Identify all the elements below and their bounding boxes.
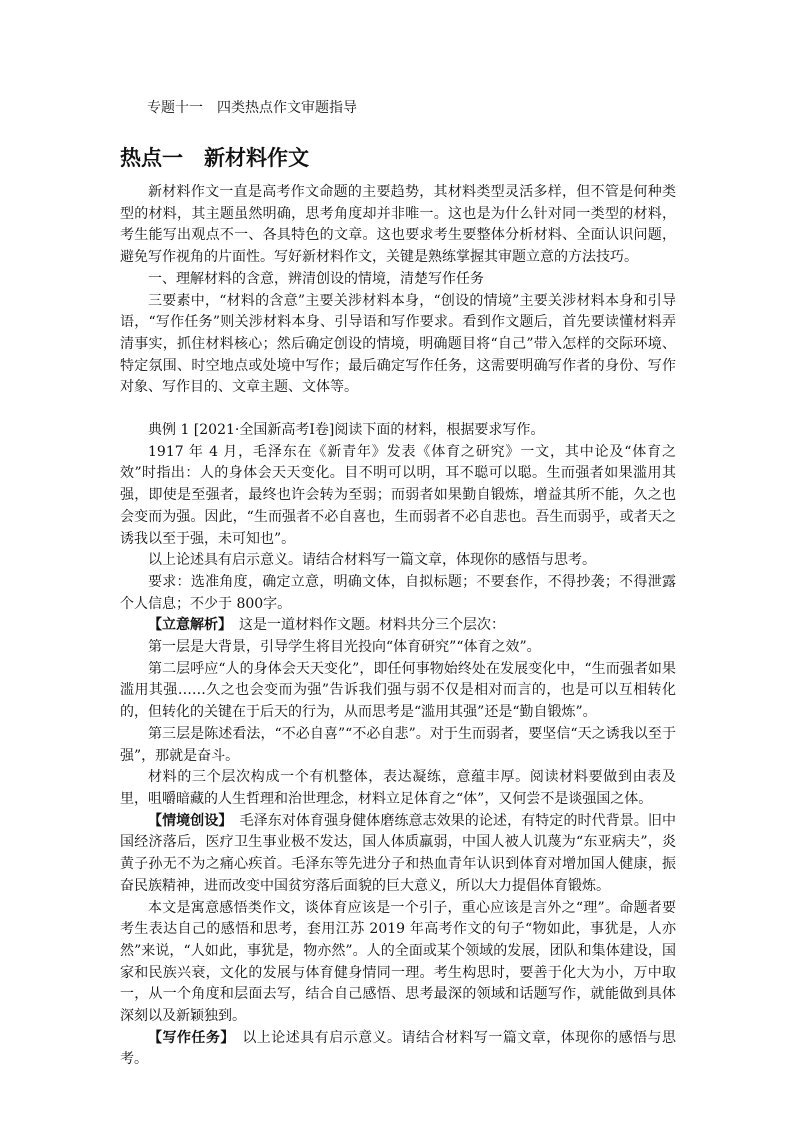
document-body bbox=[120, 182, 676, 1071]
situation-text: 毛泽东对体育强身健体磨练意志效果的论述，有特定的时代背景。旧中国经济落后，医疗卫生事业极不发达，国人体质羸弱，中国人被人讥蔑为“东亚病夫”，炎黄子孙无不为之痛心疾首。毛泽东等先进分子和热血青年认识到体育对增加国人健康，振奋民族精神，进而改变中国贫穷落后面貌的巨大意义，所以大力提倡体育锻炼。 bbox=[120, 812, 677, 894]
example-intro: 典例 1 [2021·全国新高考Ⅰ卷]阅读下面的材料，根据要求写作。 bbox=[148, 422, 545, 439]
method-heading: 一、理解材料的含意，辨清创设的情境，清楚写作任务 bbox=[148, 270, 484, 287]
example-requirements: 要求：选准角度，确定立意，明确文体，自拟标题；不要套作，不得抄袭；不得泄露个人信息；不少于 800字。 bbox=[120, 573, 676, 612]
task-paragraph bbox=[120, 1028, 676, 1071]
method-paragraph: 三要素中，“材料的含意”主要关涉材料本身，“创设的情境”主要关涉材料本身和引导语，“写作任务”则关涉材料本身、引导语和写作要求。看到作文题后，首先要读懂材料弄清事实，抓住材料核心；然后确定创设的情境，明确题目将“自己”带入怎样的交际环境、特定氛围、时空地点或处境中写作；最后确定写作任务，这需要明确写作者的身份、写作对象、写作目的、文章主题、文体等。 bbox=[120, 292, 676, 396]
layer-three: 第三层是陈述看法，“不必自喜”“不必自悲”。对于生而弱者，要坚信“天之诱我以至于强”，那就是奋斗。 bbox=[120, 725, 676, 764]
intro-paragraph: 新材料作文一直是高考作文命题的主要趋势，其材料类型灵活多样，但不管是何种类型的材料，其主题虽然明确，思考角度却并非唯一。这也是为什么针对同一类型的材料，考生能写出观点不一、各具特色的文章。这也要求考生要整体分析材料、全面认识问题，避免写作视角的片面性。写好新材料作文，关键是熟练掌握其审题立意的方法技巧。 bbox=[120, 184, 676, 266]
section-title: 热点一 新材料作文 bbox=[120, 145, 309, 170]
analysis-label: 【立意解析】 bbox=[148, 617, 225, 634]
genre-paragraph: 本文是寓意感悟类作文，谈体育应该是一个引子，重心应该是言外之“理”。命题者要考生表达自己的感悟和思考，套用江苏 2019 年高考作文的句子“物如此，事犹是，人亦然”来说，“人如此，事犹是，物亦然”。人的全面或某个领域的发展，团队和集体建设，国家和民族兴衰，文化的发展与体育健身情同一理。考生构思时，要善于化大为小，万中取一，从一个角度和层面去写，结合自己感悟、思考最深的领域和话题写作，就能做到具体深刻以及新颖独到。 bbox=[120, 899, 676, 1025]
layer-summary: 材料的三个层次构成一个有机整体，表达凝练，意蕴丰厚。阅读材料要做到由表及里，咀嚼暗藏的人生哲理和治世理念，材料立足体育之“体”，又何尝不是谈强国之体。 bbox=[120, 769, 676, 807]
situation-label: 【情境创设】 bbox=[148, 812, 226, 829]
analysis-paragraph bbox=[120, 615, 676, 637]
task-text: 以上论述具有启示意义。请结合材料写一篇文章，体现你的感悟与思考。 bbox=[120, 1029, 677, 1068]
analysis-text: 这是一道材料作文题。材料共分三个层次： bbox=[225, 617, 505, 634]
example-material: 1917 年 4 月，毛泽东在《新青年》发表《体育之研究》一文，其中论及“体育之效”时指出：人的身体会天天变化。目不明可以明，耳不聪可以聪。生而强者如果滥用其强，即使是至强者，最终也许会转为至弱；而弱者如果勤自锻炼，增益其所不能，久之也会变而为强。因此，“生而强者不必自喜也，生而弱者不必自悲也。吾生而弱乎，或者天之诱我以至于强，未可知也”。 bbox=[120, 443, 676, 547]
situation-paragraph bbox=[120, 811, 676, 898]
layer-two: 第二层呼应“人的身体会天天变化”，即任何事物始终处在发展变化中，“生而强者如果滥用其强……久之也会变而为强”告诉我们强与弱不仅是相对而言的，也是可以互相转化的，但转化的关键在于后天的行为，从而思考是“滥用其强”还是“勤自锻炼”。 bbox=[120, 660, 676, 721]
example-prompt: 以上论述具有启示意义。请结合材料写一篇文章，体现你的感悟与思考。 bbox=[148, 552, 596, 569]
layer-one: 第一层是大背景，引导学生将目光投向“体育研究”“体育之效”。 bbox=[148, 639, 541, 656]
task-label: 【写作任务】 bbox=[148, 1029, 228, 1046]
topic-title: 专题十一 四类热点作文审题指导 bbox=[147, 100, 357, 116]
